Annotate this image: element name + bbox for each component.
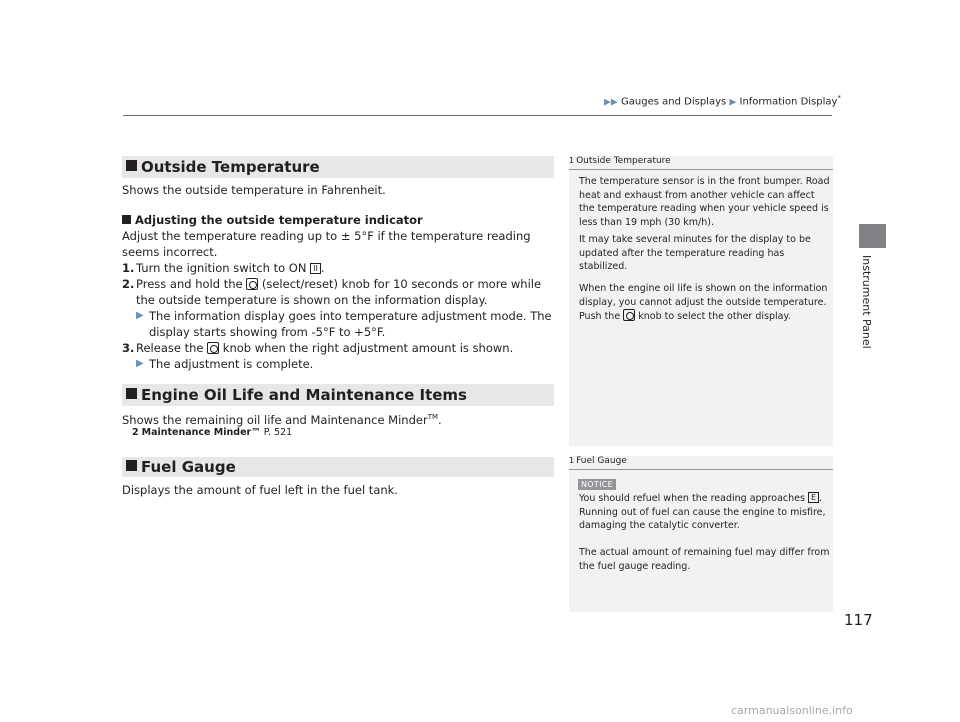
note-paragraph bbox=[579, 282, 831, 324]
note-paragraph: The actual amount of remaining fuel may differ from the fuel gauge reading. bbox=[579, 547, 830, 572]
note-text-pre: When the engine oil life is shown on the information display, you cannot adjust the outside temperature. Push the bbox=[579, 283, 828, 322]
fuel-gauge-text: Displays the amount of fuel left in the fuel tank. bbox=[122, 483, 398, 497]
step-number: 1. bbox=[122, 261, 135, 275]
step-text-pre: Release the bbox=[136, 341, 204, 355]
step-3 bbox=[122, 340, 562, 356]
note-paragraph: The temperature sensor is in the front bumper. Road heat and exhaust from another vehicle can affect the temperature reading when your vehicle speed is less than 19 mph (30 km/h). bbox=[579, 176, 830, 228]
square-bullet-icon bbox=[126, 460, 137, 471]
subheading bbox=[122, 212, 562, 228]
step-2 bbox=[122, 276, 562, 308]
watermark: carmanualsonline.info bbox=[731, 704, 853, 717]
note-number: 1 bbox=[569, 456, 575, 465]
note-title-text: Fuel Gauge bbox=[576, 456, 627, 466]
header-divider bbox=[123, 115, 832, 116]
step-text-post: (select/reset) knob for 10 seconds or more while the outside temperature is shown on the information display. bbox=[136, 277, 542, 307]
ignition-key-icon: II bbox=[310, 263, 321, 274]
adjust-temperature-block bbox=[122, 212, 562, 372]
step-1: 1. Turn the ignition switch to ON II . bbox=[122, 261, 325, 275]
oil-life-description: Shows the remaining oil life and Maintenance Minder bbox=[122, 412, 428, 427]
note-fuel-gauge bbox=[569, 456, 833, 612]
chapter-tab bbox=[859, 224, 886, 248]
step-text: Turn the ignition switch to ON bbox=[136, 261, 307, 275]
chapter-label: Instrument Panel bbox=[860, 255, 873, 349]
reference-label: Maintenance Minder™ bbox=[141, 427, 261, 438]
select-reset-knob-icon bbox=[246, 278, 258, 290]
oil-life-text: Shows the remaining oil life and Maintenance Minder™. bbox=[122, 412, 442, 427]
select-reset-knob-icon bbox=[623, 309, 635, 321]
note-paragraph bbox=[579, 492, 831, 533]
notice-badge: NOTICE bbox=[578, 479, 616, 490]
breadcrumb bbox=[604, 94, 841, 107]
section-heading-outside-temperature bbox=[122, 156, 554, 178]
note-text-pre: You should refuel when the reading approaches bbox=[579, 493, 805, 504]
breadcrumb-item-gauges[interactable]: Gauges and Displays bbox=[621, 96, 727, 108]
step-number: 2. bbox=[122, 277, 135, 291]
step-text-pre: Press and hold the bbox=[136, 277, 243, 291]
reference-arrow-icon: 2 bbox=[132, 427, 139, 438]
note-title bbox=[569, 456, 627, 466]
section-title: Engine Oil Life and Maintenance Items bbox=[141, 386, 467, 404]
result-arrow-icon: ▶ bbox=[136, 310, 144, 321]
note-divider bbox=[569, 469, 833, 470]
note-title-text: Outside Temperature bbox=[576, 156, 671, 166]
section-title: Fuel Gauge bbox=[141, 458, 236, 476]
breadcrumb-arrow-icon: ▶ bbox=[729, 97, 737, 108]
note-text-post: knob to select the other display. bbox=[638, 311, 791, 322]
reference-page: P. 521 bbox=[263, 427, 293, 438]
step-number: 3. bbox=[122, 341, 135, 355]
square-bullet-icon bbox=[126, 388, 137, 399]
breadcrumb-item-information-display[interactable]: Information Display bbox=[739, 96, 838, 108]
subheading-text: Adjusting the outside temperature indicator bbox=[135, 213, 423, 227]
step-3-result bbox=[122, 356, 562, 372]
breadcrumb-arrow-icon: ▶▶ bbox=[604, 97, 618, 108]
outside-temp-intro: Shows the outside temperature in Fahrenheit. bbox=[122, 183, 386, 197]
square-bullet-icon bbox=[122, 215, 131, 224]
empty-marker-icon: E bbox=[808, 492, 819, 503]
step-text-post: knob when the right adjustment amount is shown. bbox=[222, 341, 514, 355]
square-bullet-icon bbox=[126, 160, 137, 171]
cross-reference-link[interactable] bbox=[132, 427, 292, 438]
adjust-description: Adjust the temperature reading up to ± 5°F if the temperature reading seems incorrect. bbox=[122, 229, 531, 259]
asterisk-mark: * bbox=[837, 94, 841, 102]
page-number: 117 bbox=[844, 611, 873, 629]
result-text: The information display goes into temperature adjustment mode. The display starts showing from -5°F to +5°F. bbox=[149, 309, 552, 339]
step-2-result bbox=[122, 308, 562, 340]
note-divider bbox=[569, 169, 833, 170]
note-outside-temperature bbox=[569, 156, 833, 446]
result-text: The adjustment is complete. bbox=[149, 357, 314, 371]
note-title bbox=[569, 156, 671, 166]
trademark-mark: TM bbox=[427, 413, 439, 421]
select-reset-knob-icon bbox=[207, 342, 219, 354]
section-heading-fuel-gauge bbox=[122, 457, 554, 477]
note-paragraph: It may take several minutes for the display to be updated after the temperature reading has stabilized. bbox=[579, 234, 811, 272]
note-text-post: . Running out of fuel can cause the engine to misfire, damaging the catalytic converter. bbox=[579, 493, 826, 531]
section-heading-engine-oil-life bbox=[122, 384, 554, 406]
result-arrow-icon: ▶ bbox=[136, 358, 144, 369]
section-title: Outside Temperature bbox=[141, 158, 320, 176]
note-number: 1 bbox=[569, 156, 575, 165]
